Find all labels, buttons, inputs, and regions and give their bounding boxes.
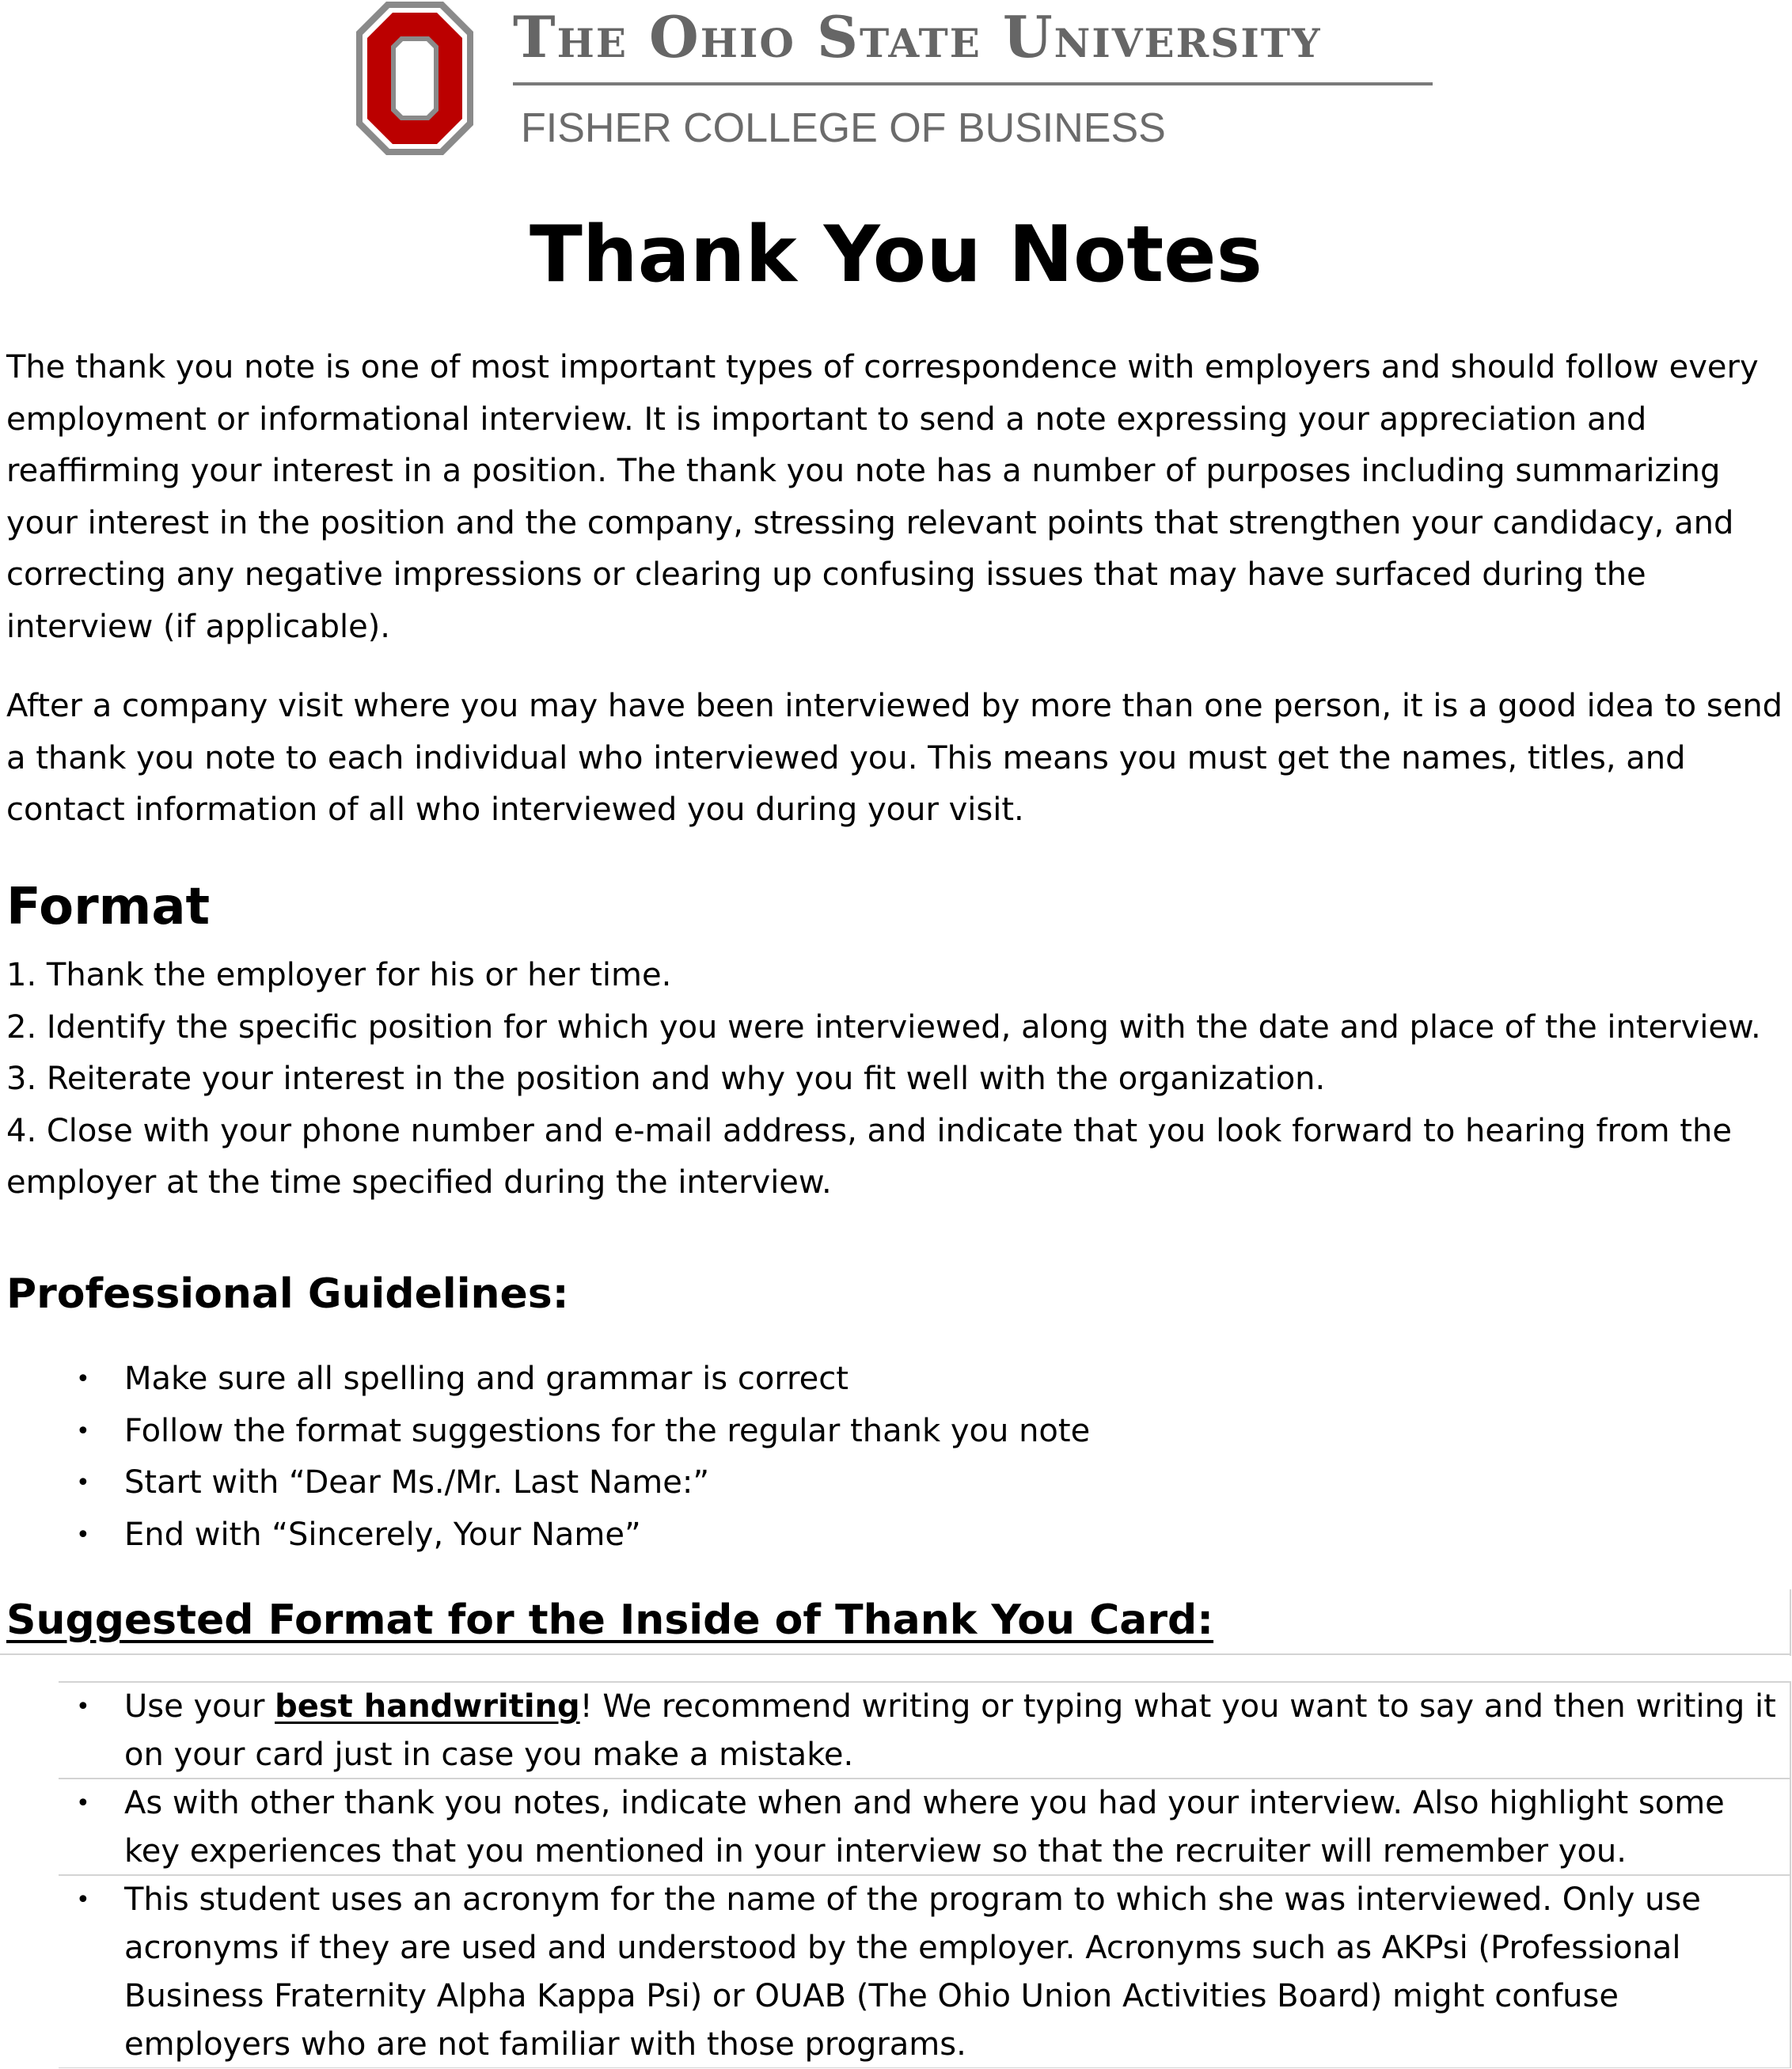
university-name: The Ohio State University (513, 3, 1322, 70)
card-box-right-border (1790, 1589, 1791, 1656)
bullet-icon: • (76, 1365, 90, 1393)
card-heading: Suggested Format for the Inside of Thank You Card: (6, 1596, 1214, 1644)
emphasis-text: best handwriting (275, 1688, 580, 1725)
bullet-icon: • (76, 1469, 90, 1497)
list-item (0, 1779, 1792, 1876)
list-item-text: Follow the format suggestions for the regular thank you note (124, 1412, 1091, 1449)
card-box-top-border (0, 1653, 1790, 1655)
card-list (0, 1683, 1792, 2069)
list-item (0, 1509, 1792, 1562)
format-heading: Format (6, 878, 211, 936)
list-item-text: Make sure all spelling and grammar is correct (124, 1361, 849, 1397)
format-item: 1. Thank the employer for his or her time. (6, 957, 672, 993)
college-name: FISHER COLLEGE OF BUSINESS (521, 105, 1166, 151)
list-item (0, 1683, 1792, 1779)
format-list (6, 950, 1787, 1209)
list-item-text: Use your (124, 1688, 275, 1725)
list-item-text: End with “Sincerely, Your Name” (124, 1516, 641, 1553)
header-divider (513, 82, 1433, 85)
format-item: 2. Identify the specific position for which you were interviewed, along with the date and place of the interview. (6, 1008, 1761, 1046)
intro-paragraph-1: The thank you note is one of most important types of correspondence with employers and should follow every employment or informational interview. It is important to send a note expressing your appreciation and reaffirming your interest in a position. The thank you note has a number of purposes including summarizing your interest in the position and the company, stressing relevant points that strengthen your candidacy, and correcting any negative impressions or clearing up confusing issues that may have surfaced during the interview (if applicable). (6, 349, 1759, 645)
guidelines-list (0, 1353, 1792, 1561)
format-item: 4. Close with your phone number and e-mail address, and indicate that you look forward to hearing from the employer at the time specified during the interview. (6, 1112, 1732, 1201)
bullet-icon: • (76, 1693, 90, 1721)
list-item (0, 1406, 1792, 1458)
bullet-icon: • (76, 1520, 90, 1549)
guidelines-heading: Professional Guidelines: (6, 1270, 569, 1318)
intro-paragraph-2: After a company visit where you may have been interviewed by more than one person, it is a good idea to send a thank you note to each individual who interviewed you. This means you must get the names, titles, and contact information of all who interviewed you during your visit. (6, 688, 1783, 828)
bullet-icon: • (76, 1790, 90, 1817)
list-item (0, 1876, 1792, 2069)
list-item (0, 1457, 1792, 1509)
bullet-icon: • (76, 1886, 90, 1914)
list-item-text: Start with “Dear Ms./Mr. Last Name:” (124, 1464, 710, 1501)
list-item-text: ! We recommend writing or typing what you want to say and then writing it on your card just in case you make a mistake. (124, 1688, 1776, 1773)
page-title: Thank You Notes (530, 210, 1262, 300)
list-item (0, 1353, 1792, 1406)
format-item: 3. Reiterate your interest in the position and why you fit well with the organization. (6, 1061, 1326, 1097)
list-item-text: This student uses an acronym for the name of the program to which she was interviewed. Only use acronyms if they are used and understood by the employer. Acronyms such as AKPsi (Professional Business Fraternity Alpha Kappa Psi) or OUAB (The Ohio Union Activities Board) might confuse employers who are not familiar with those programs. (124, 1881, 1701, 2063)
bullet-icon: • (76, 1417, 90, 1445)
letterhead (355, 0, 1439, 158)
list-item-text: As with other thank you notes, indicate when and where you had your interview. Also highlight some key experiences that you mentioned in your interview so that the recruiter will remember you. (124, 1785, 1725, 1870)
block-o-logo-icon (355, 0, 475, 157)
